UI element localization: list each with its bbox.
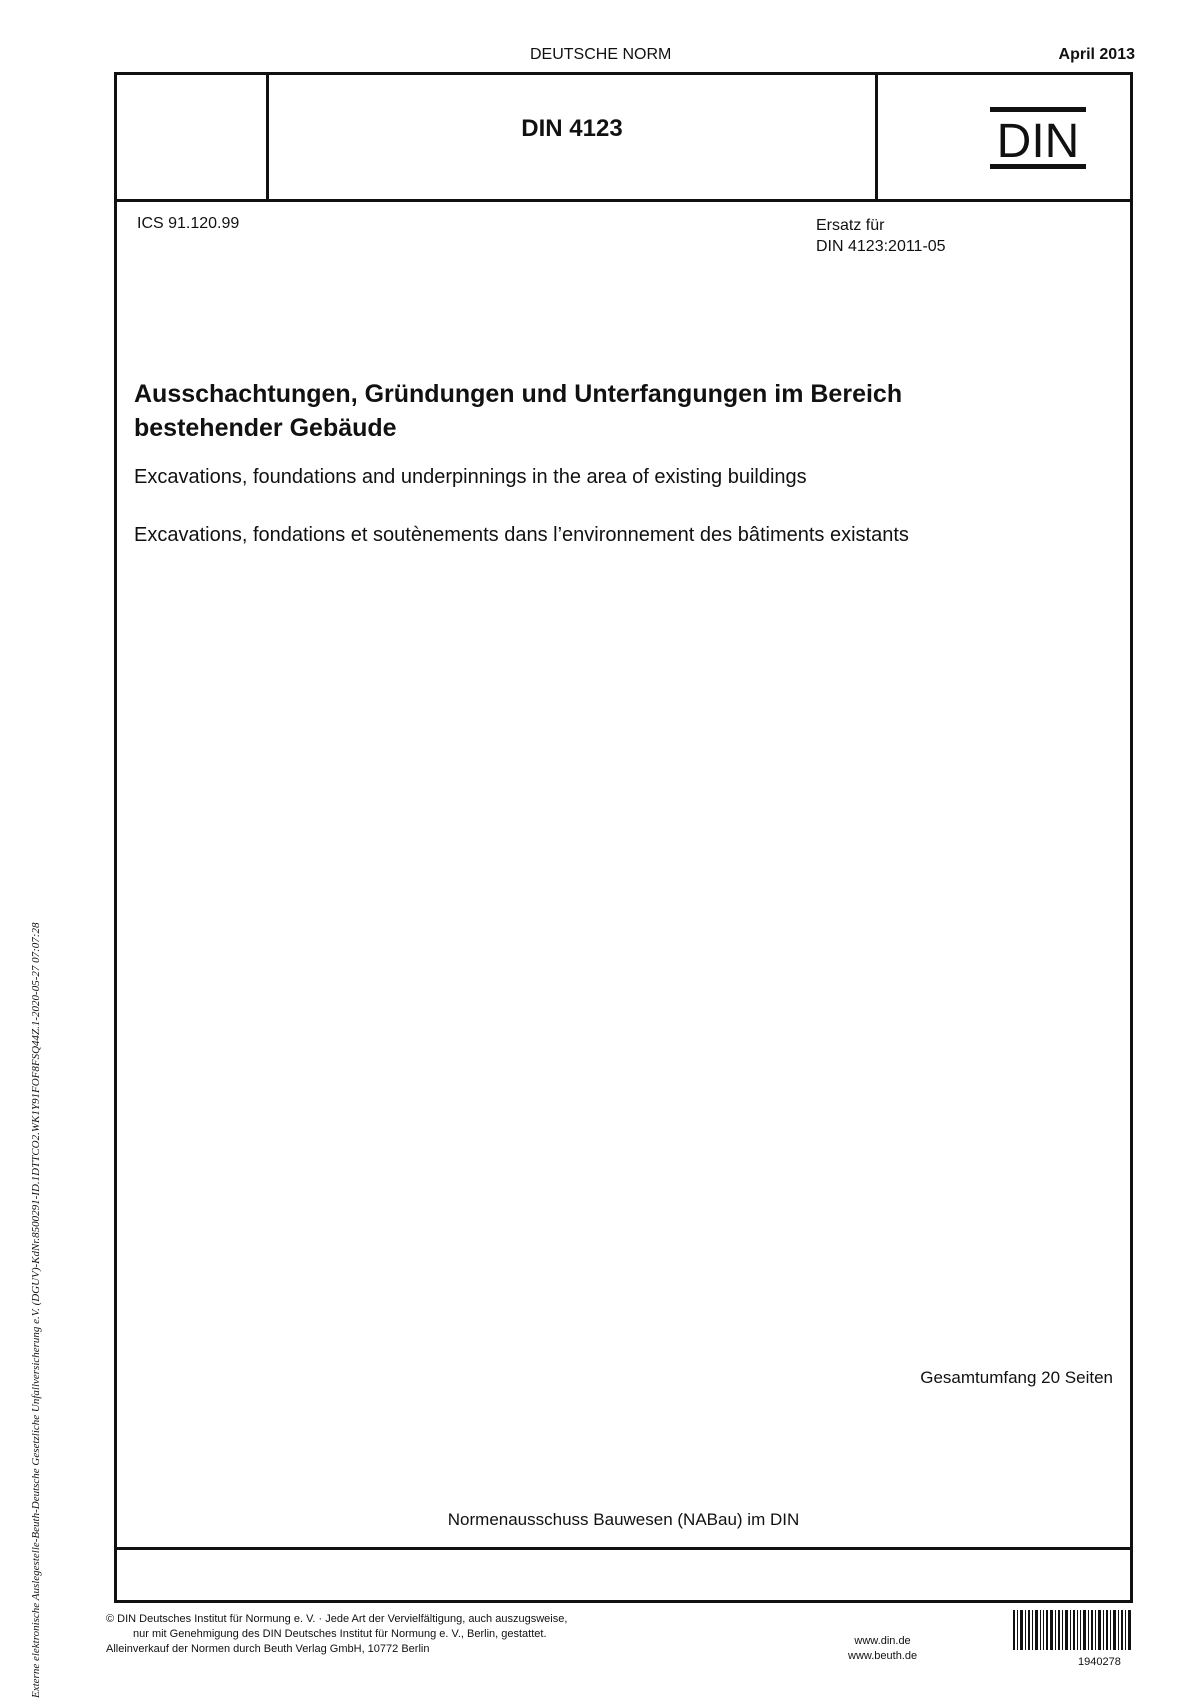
web-links [848,1634,917,1664]
header-divider-right [875,75,878,202]
publication-date: April 2013 [1058,46,1135,63]
title-german [134,377,1094,445]
committee: Normenausschuss Bauwesen (NABau) im DIN [447,1510,800,1529]
copyright-line3: Alleinverkauf der Normen durch Beuth Verlag GmbH, 10772 Berlin [106,1643,430,1655]
barcode-number: 1940278 [1078,1656,1121,1668]
replaces-label: Ersatz für [816,217,885,234]
copyright-notice [106,1612,567,1657]
copyright-line2: nur mit Genehmigung des DIN Deutsches Institut für Normung e. V., Berlin, gestattet. [133,1628,547,1640]
barcode [1013,1610,1131,1650]
din-logo-text: DIN [996,115,1080,168]
title-page-frame [114,72,1133,1603]
page-count: Gesamtumfang 20 Seiten [920,1368,1113,1387]
header-bottom-rule [117,199,1130,202]
norm-label: DEUTSCHE NORM [530,46,672,63]
title-english: Excavations, foundations and underpinnings in the area of existing buildings [134,466,807,488]
title-french: Excavations, fondations et soutènements dans l’environnement des bâtiments existants [134,524,909,546]
replaces-block [816,215,946,257]
title-german-line1: Ausschachtungen, Gründungen und Unterfangungen im Bereich [134,380,903,408]
footer-rule [117,1547,1130,1550]
sidebar-watermark: Externe elektronische Auslegestelle-Beuth-Deutsche Gesetzliche Unfallversicherung e.V. (DGUV)-KdNr.8500291-ID.1DTTCO2.WK1Y91FOF8FSQ44Z.1-2020-05-27 07:07:28 [30,922,42,1698]
copyright-line1: © DIN Deutsches Institut für Normung e. V. · Jede Art der Vervielfältigung, auch auszugsweise, [106,1613,568,1625]
document-number: DIN 4123 [521,115,623,142]
web-link-beuth[interactable]: www.beuth.de [848,1650,918,1662]
title-german-line2: bestehender Gebäude [134,414,397,442]
din-logo [990,107,1086,169]
replaces-doc: DIN 4123:2011-05 [816,238,946,255]
ics-code: ICS 91.120.99 [137,215,240,232]
web-link-din[interactable]: www.din.de [854,1635,911,1647]
